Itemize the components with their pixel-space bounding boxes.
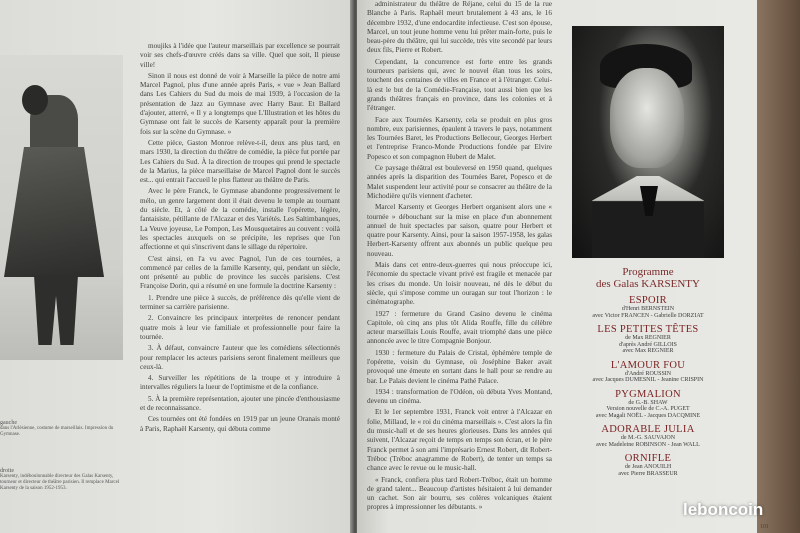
page-number: 101 <box>760 524 769 530</box>
costume-portrait-photo <box>0 55 123 360</box>
show-credit: avec Madeleine ROBINSON - Jean WALL <box>596 441 700 448</box>
paragraph: 1934 : transformation de l'Odéon, où débuta Yves Montand, devenu un cinéma. <box>367 387 552 406</box>
programme-title: Programme <box>622 266 674 278</box>
show-credit: Version nouvelle de C.-A. PUGET <box>606 406 690 412</box>
show-title: ADORABLE JULIA <box>601 424 695 435</box>
paragraph: C'est ainsi, en l'a vu avec Pagnol, l'un de ces tournées, a commencé par celles de la famille Karsenty, qui, pendant un siècle, ont présenté au public de province les succès parisiens. C'est Françoise Dorin, qui a résumé en une formule la doctrine Karsenty : <box>140 254 340 291</box>
show-title: ORNIFLE <box>624 453 672 464</box>
show-title: L'AMOUR FOU <box>610 359 686 371</box>
show-credit: de Jean ANOUILH <box>624 464 672 470</box>
caption-bottom-detail: Karsenty, indéboulonnable directeur des Galas Karsenty, tourneur et directeur de théâtre parisien. Il remplace Marcel Karsenty de la saison 1952-1953. <box>0 474 120 491</box>
caption-top-detail: dans l'Arlésienne, costume de marseillais. Impression du Gymnase. <box>0 426 114 437</box>
paragraph: Sinon il nous est donné de voir à Marseille la pièce de notre ami Marcel Pagnol, plus d'une année après Paris, « vue » Jean Ballard dans Les Cahiers du Sud du mois de mai 1939, à l'occasion de la présentation de Jazz au Gymnase avec Harry Baur. Et Ballard d'ajouter, atterré, « Il y a longtemps que L'Illustration et les hôtes du Gymnase ont fait le succès de Karsenty apparaît pour la première fois sur la scène du Gymnase. » <box>140 71 340 136</box>
show-title: LES PETITES TÊTES <box>597 324 699 335</box>
show-credit: de G.-B. SHAW <box>628 399 668 406</box>
paragraph: Et le 1er septembre 1931, Franck voit entrer à l'Alcazar en folie, Millaud, le « roi du cinéma marseillais ». C'est alors la fin du music-hall et de ses heures glorieuses. Dans les années qui suivent, l'Alcazar reçoit de temps en temps son écran, et le père Franck permet à son ami l'imprésario Ernest Robert, dit Robert-Tréboc (Tréboc anagramme de Robert), de tenter un temps sa chance avec le revue ou le music-hall. <box>367 408 552 473</box>
show-credit: d'André ROUSSIN <box>624 370 672 377</box>
show-credit: avec Victor FRANCEN - Gabrielle DORZIAT <box>592 312 704 319</box>
show-title: PYGMALION <box>615 388 681 400</box>
paragraph: Marcel Karsenty et Georges Herbert organisent alors une « tournée » débouchant sur la mise en place d'un abonnement annuel de huit spectacles par saison, quatre pour Herbert et quatre pour Karsenty. Ainsi, pour la saison 1957-1958, les galas Herbert-Karsenty offrent aux abonnés un public quelque peu nouveau. <box>367 203 552 258</box>
show-credit: d'après André GILLOIS <box>619 341 677 348</box>
paragraph: Mais dans cet entre-deux-guerres qui nous préoccupe ici, l'économie du spectacle vivant privé est fragile et menacée par les crises du monde. Un loisir nouveau, né dès le début du siècle, qui s'impose comme un ouragan sur tout l'horizon : le cinématographe. <box>367 261 552 307</box>
paragraph: 1927 : fermeture du Grand Casino devenu le cinéma Capitole, où cinq ans plus tôt Alida Rouffe, fille du célèbre acteur marseillais Louis Rouffe, avait triomphé dans une pièce annoncée avec le titre Compagnie Bonjour. <box>367 309 552 346</box>
paragraph: Avec le père Franck, le Gymnase abandonne progressivement le mélo, un genre largement dont il était devenu le temple au tournant du siècle. Et, à côté de la comédie, installe l'opérette, légère, fantaisiste, pétillante de l'Alcazar et des Variétés. Les Saltimbanques, La Veuve joyeuse, Le Pompon, Les Mousquetaires au couvent : voilà les spectacles auxquels on se précipite, les reprises que l'on affectionne et qui s'inscrivent dans le sillage du répertoire. <box>140 187 340 252</box>
caption-bottom-label: droite <box>0 468 14 474</box>
paragraph: 1930 : fermeture du Palais de Cristal, éphémère temple de l'opérette, voisin du Gymnase, où Joséphine Baker avait provoqué une émeute en sortant dans le hall pour se rendre au bar. Le Palais devient le cinéma Pathé Palace. <box>367 348 552 385</box>
left-text-column <box>140 42 340 530</box>
paragraph: moujiks à l'idée que l'auteur marseillais par excellence se pourrait voir ses chefs-d'œuvre créés dans sa ville. Quel que soit, Il pieuse ville! <box>140 42 340 69</box>
paragraph: Cependant, la concurrence est forte entre les grands tourneurs parisiens qui, avec le nouvel élan tous les soirs, touchent des centaines de villes en France et à l'étranger. Celui-là est le but de la Comédie-Française, tout aussi bien que les grands théâtres français en province, dans les colonies et à l'étranger. <box>367 57 552 113</box>
show-entry <box>572 389 724 420</box>
paragraph: 3. À défaut, convaincre l'auteur que les comédiens sélectionnés pour remplacer les acteurs parisiens seront finalement meilleurs que ceux-là. <box>140 344 340 371</box>
shows-list <box>572 295 724 477</box>
paragraph: 4. Surveiller les répétitions de la troupe et y introduire à intervalles réguliers la lueur de l'optimisme et de la confiance. <box>140 374 340 392</box>
table-surface <box>757 0 800 533</box>
figure-legs <box>34 275 78 345</box>
show-title: ESPOIR <box>629 295 667 306</box>
show-entry <box>572 324 724 355</box>
portrait-face <box>610 68 684 168</box>
show-entry <box>572 360 724 384</box>
show-entry <box>572 453 724 477</box>
figure-cloak <box>4 147 104 277</box>
paragraph: Ces tournées ont été fondées en 1919 par un jeune Oranais monté à Paris, Raphaël Karsenty, qui débuta comme <box>140 415 340 433</box>
show-credit: de Max REGNIER <box>625 335 671 341</box>
show-credit: avec Max REGNIER <box>622 348 674 354</box>
caption-top <box>0 420 120 438</box>
show-credit: d'Henri BERNSTEIN <box>621 306 675 312</box>
show-credit: avec Magali NOËL - Jacques DACQMINE <box>595 412 701 419</box>
show-credit: avec Pierre BRASSEUR <box>618 470 678 477</box>
paragraph: Face aux Tournées Karsenty, cela se produit en plus gros nombre, eux parisiennes, épaulent à travers le pays, notamment les Tournées Baret, les Productions Bellecour, Georges Herbert et l'entreprise Franco-Monde Productions fondée par Elvire Popesco et son compagnon Hubert de Malet. <box>367 115 552 161</box>
paragraph: 2. Convaincre les principaux interprètes de renoncer pendant quatre mois à leur vie familiale et professionnelle pour faire la tournée. <box>140 314 340 341</box>
show-credit: de M.-G. SAUVAJON <box>620 435 676 441</box>
middle-text-column <box>367 0 552 533</box>
show-credit: avec Jacques DUMESNIL - Jeanine CRISPIN <box>592 377 704 383</box>
paragraph: 1. Prendre une pièce à succès, de préférence dès qu'elle vient de terminer sa carrière parisienne. <box>140 293 340 312</box>
paragraph: Cette pièce, Gaston Monroe relève-t-il, deux ans plus tard, en mars 1930, la direction du théâtre de comédie, la pièce fut portée par Les Cahiers du Sud. À la direction de troupes qui prend le spectacle de la Marius, la pièce marseillaise de Marcel Pagnol dont le succès est... qui entrait l'accueil le plus flatteur au théâtre de Paris. <box>140 138 340 185</box>
caption-top-label: gauche <box>0 420 17 426</box>
karsenty-portrait-photo <box>572 26 724 258</box>
paragraph: « Franck, confiera plus tard Robert-Tréboc, était un homme de grand talent... Beaucoup d'artistes hésitaient à lui demander un cachet. Son air bourru, ses colères volcaniques étaient propres à impressionner les débutants. » <box>367 475 552 512</box>
programme-list <box>572 266 724 477</box>
left-page <box>0 0 353 533</box>
caption-bottom <box>0 468 120 492</box>
show-entry <box>572 424 724 448</box>
paragraph: Ce paysage théâtral est bouleversé en 1950 quand, quelques années après la disparition des Tournées Baret, Popesco et de Malet suspendent leur activité pour se consacrer au théâtre de la Michodière qu'ils viennent d'acheter. <box>367 164 552 200</box>
figure-head <box>22 85 48 115</box>
programme-subtitle: des Galas KARSENTY <box>596 278 700 290</box>
paragraph: 5. À la première représentation, ajouter une pincée d'enthousiasme et de reconnaissance. <box>140 394 340 412</box>
leboncoin-watermark: leboncoin <box>683 500 764 519</box>
show-entry <box>572 295 724 319</box>
paragraph: administrateur du théâtre de Réjane, celui du 15 de la rue Blanche à Paris. Raphaël meurt brutalement à 43 ans, le 16 décembre 1932, d'une endocardite infectieuse. C'est son épouse, Marcel, un tout jeune homme venu lui prêter main-forte, puis le beau-père du théâtre, qui lui succède, très vite secondé par leurs deux fils, Pierre et Robert. <box>367 0 552 55</box>
